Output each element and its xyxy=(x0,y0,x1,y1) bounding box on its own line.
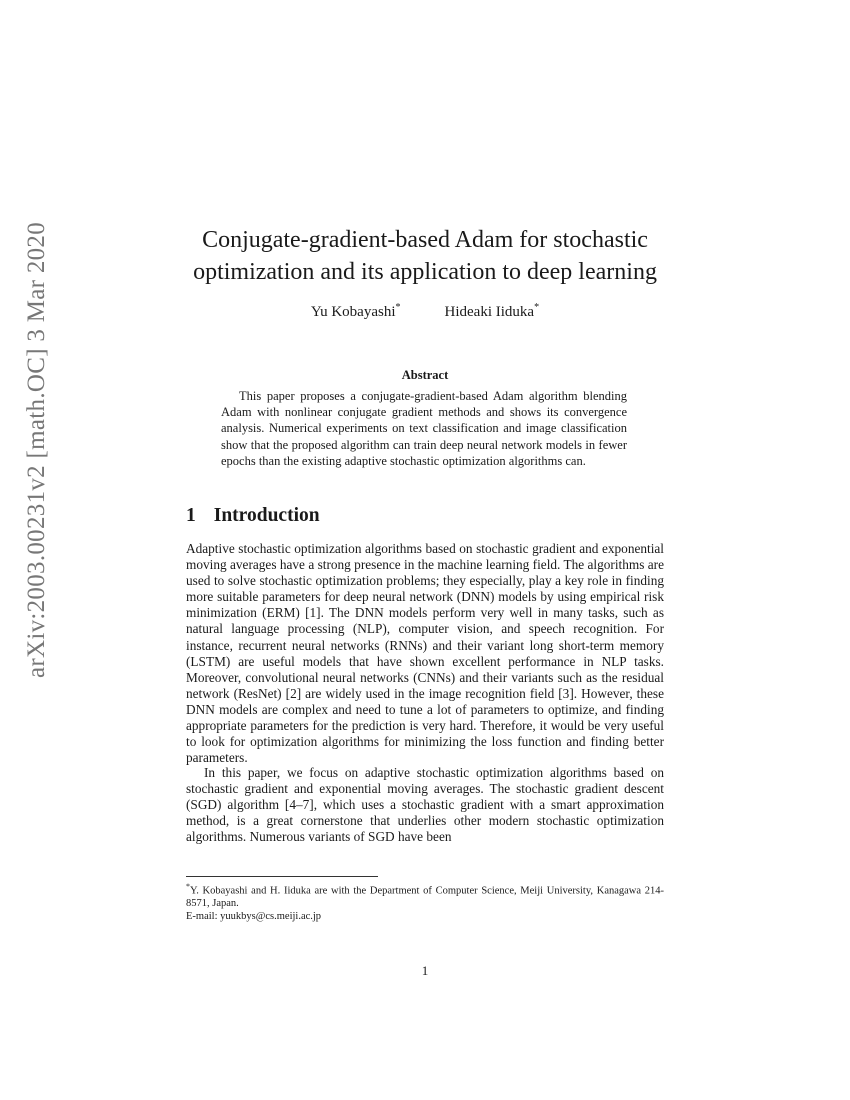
author-name: Yu Kobayashi xyxy=(310,304,396,320)
author-list xyxy=(140,302,710,321)
footnote xyxy=(186,881,664,923)
footnote-text: Y. Kobayashi and H. Iiduka are with the Department of Computer Science, Meiji University, Kanagawa 214-8571, Japan. xyxy=(186,885,664,909)
section-heading xyxy=(186,505,320,527)
author-name: Hideaki Iiduka xyxy=(444,304,535,320)
abstract-body: This paper proposes a conjugate-gradient-based Adam algorithm blending Adam with nonlinear conjugate gradient methods and shows its convergence analysis. Numerical experiments on text classification and image classification show that the proposed algorithm can train deep neural network models in fewer epochs than the existing adaptive stochastic optimization algorithms can. xyxy=(221,389,627,468)
footnote-email: E-mail: yuukbys@cs.meiji.ac.jp xyxy=(186,910,322,922)
author-1 xyxy=(311,302,401,321)
footnote-mark: * xyxy=(186,882,190,891)
author-footnote-mark: * xyxy=(395,302,401,313)
section-number: 1 xyxy=(186,505,196,526)
body-paragraph: In this paper, we focus on adaptive stochastic optimization algorithms based on stochastic gradient and exponential moving averages. The stochastic gradient descent (SGD) algorithm [4–7], which uses a stochastic gradient with a smart approximation method, is a great cornerstone that underlies other modern stochastic optimization algorithms. Numerous variants of SGD have been xyxy=(186,765,664,845)
abstract-heading: Abstract xyxy=(401,368,449,382)
page-number: 1 xyxy=(421,963,429,978)
section-title: Introduction xyxy=(213,505,320,526)
body-paragraph: Adaptive stochastic optimization algorithms based on stochastic gradient and exponential moving averages have a strong presence in the machine learning field. The algorithms are used to solve stochastic optimization problems; they especially, play a key role in finding more suitable parameters for deep neural network (DNN) models by using empirical risk minimization (ERM) [1]. The DNN models perform very well in many tasks, such as natural language processing (NLP), computer vision, and speech recognition. For instance, recurrent neural networks (RNNs) and their variant long short-term memory (LSTM) are useful models that have shown excellent performance in NLP tasks. Moreover, convolutional neural networks (CNNs) and their variants such as the residual network (ResNet) [2] are widely used in the image recognition field [3]. However, these DNN models are complex and need to tune a lot of parameters to optimize, and finding appropriate parameters for the prediction is very hard. Therefore, it would be very useful to look for optimization algorithms for minimizing the loss function and finding better parameters. xyxy=(186,541,664,766)
footnote-affiliation xyxy=(186,881,664,911)
author-footnote-mark: * xyxy=(534,302,540,313)
paper-title: Conjugate-gradient-based Adam for stochastic optimization and its application to deep learning xyxy=(193,227,657,285)
author-2 xyxy=(445,302,540,321)
arxiv-identifier-stamp: arXiv:2003.00231v2 [math.OC] 3 Mar 2020 xyxy=(23,221,50,679)
footnote-divider xyxy=(186,876,378,877)
